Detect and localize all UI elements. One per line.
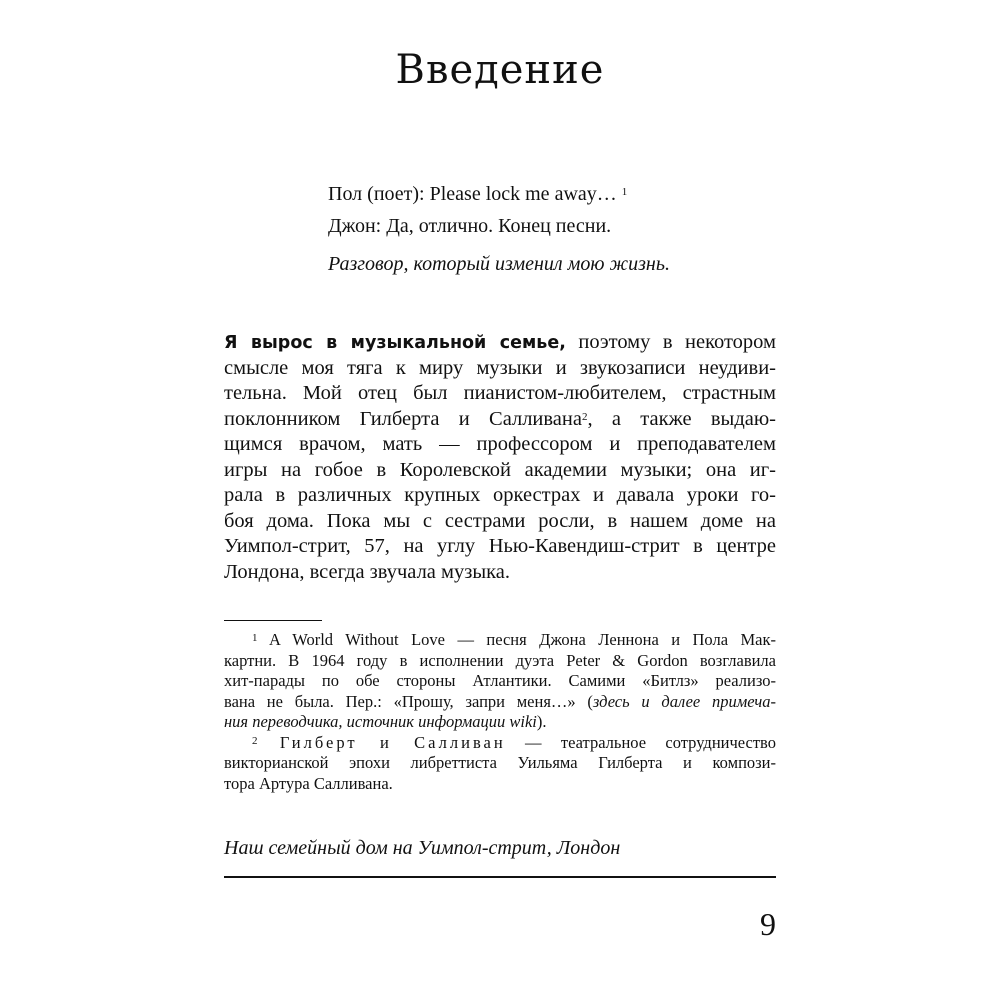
lead-in-text: Я вырос в музыкальной семье, [224, 333, 566, 353]
caption-divider [224, 876, 776, 878]
paragraph-line-text: поэтому в некотором [565, 331, 776, 353]
paragraph-line [224, 407, 776, 433]
footnote-1-line [224, 712, 776, 733]
paragraph-line: рала в различных крупных оркестрах и давала уроки го- [224, 484, 776, 506]
footnote-2-line: тора Артура Салливана. [224, 773, 393, 793]
paragraph-line [224, 330, 776, 356]
footnote-term: Гилберт и Салливан [257, 732, 506, 752]
intro-paragraph [224, 330, 776, 585]
footnote-2-line: викторианской эпохи либреттиста Уильяма Гилберта и компози- [224, 753, 776, 772]
paragraph-line-text: поклонником Гилберта и Салливана [224, 407, 582, 430]
footnotes [224, 630, 776, 794]
footnote-1-line [224, 692, 776, 713]
footnote-text: A World Without Love — песня Джона Леннона и Пола Мак- [257, 630, 776, 649]
epigraph-line-1-text: Пол (поет): Please lock me away… [328, 183, 617, 205]
footnote-ref-2[interactable]: 2 [581, 410, 588, 423]
footnote-1-line: хит-парады по обе стороны Атлантики. Самими «Битлз» реализо- [224, 671, 776, 690]
paragraph-line: Уимпол-стрит, 57, на углу Нью-Кавендиш-стрит в центре [224, 535, 776, 557]
footnote-text: ). [536, 712, 547, 731]
paragraph-line-text: , а также выдаю- [587, 407, 776, 430]
paragraph-line: тельна. Мой отец был пианистом-любителем, страстным [224, 382, 776, 404]
footnote-text: — театральное сотрудничество [505, 732, 776, 752]
footnote-ref-1[interactable]: 1 [621, 186, 628, 198]
epigraph-line-2: Джон: Да, отлично. Конец песни. [328, 215, 612, 237]
footnote-italic-text: ния переводчика, источник информации wiki [224, 712, 537, 731]
page-number: 9 [760, 906, 776, 942]
footnote-text: вана не была. Пер.: «Прошу, запри меня…» ( [224, 691, 593, 711]
paragraph-line: смысле моя тяга к миру музыки и звукозаписи неудиви- [224, 356, 776, 379]
epigraph-line-1 [328, 178, 788, 210]
footnote-1-line [224, 630, 776, 651]
footnote-1-line: картни. В 1964 году в исполнении дуэта Peter & Gordon возглавила [224, 650, 776, 670]
epigraph-source: Разговор, который изменил мою жизнь. [328, 253, 670, 275]
paragraph-line: щимся врачом, мать — профессором и преподавателем [224, 433, 776, 455]
paragraph-line: боя дома. Пока мы с сестрами росли, в нашем доме на [224, 509, 776, 532]
footnote-divider [224, 620, 322, 621]
chapter-title: Введение [395, 47, 605, 93]
paragraph-line: Лондона, всегда звучала музыка. [224, 560, 510, 583]
paragraph-line: игры на гобое в Королевской академии музыки; она иг- [224, 458, 776, 481]
footnote-italic-text: здесь и далее примеча- [592, 691, 776, 711]
epigraph [328, 178, 788, 280]
photo-caption: Наш семейный дом на Уимпол-стрит, Лондон [224, 837, 621, 859]
footnote-2-line [224, 733, 776, 754]
footnote-1-marker: 1 [252, 632, 258, 644]
footnote-2-marker: 2 [252, 734, 258, 747]
